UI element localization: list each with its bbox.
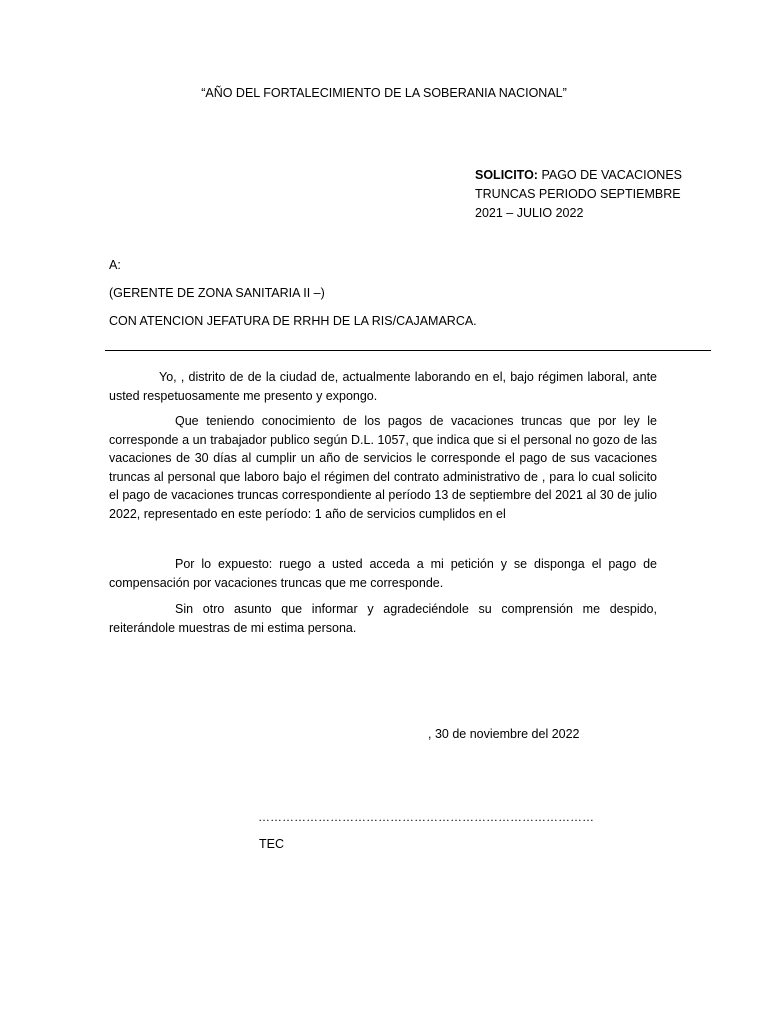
subject-block bbox=[475, 166, 705, 223]
body-paragraph-1-text: Yo, , distrito de de la ciudad de, actualmente laborando en el, bajo régimen laboral, ante usted respetuosamente me presento y expongo. bbox=[109, 370, 657, 403]
addressee-recipient: (GERENTE DE ZONA SANITARIA II –) bbox=[109, 286, 325, 300]
subject-line-1-text: PAGO DE VACACIONES bbox=[541, 168, 682, 182]
addressee-label: A: bbox=[109, 258, 121, 272]
subject-label: SOLICITO: bbox=[475, 168, 538, 182]
subject-line-2: TRUNCAS PERIODO SEPTIEMBRE bbox=[475, 187, 681, 201]
body-paragraph-4 bbox=[109, 600, 657, 637]
body-paragraph-2-text: Que teniendo conocimiento de los pagos de vacaciones truncas que por ley le corresponde a un trabajador publico según D.L. 1057, que indica que si el personal no gozo de las vacaciones de 30 días al cumplir un año de servicios le corresponde el pago de sus vacaciones truncas al personal que laboro bajo el régimen del contrato administrativo de , para lo cual solicito el pago de vacaciones truncas correspondiente al período 13 de septiembre del 2021 al 30 de julio 2022, representado en este período: 1 año de servicios cumplidos en el bbox=[109, 414, 657, 521]
body-paragraph-4-text: Sin otro asunto que informar y agradeciéndole su comprensión me despido, reiterándole muestras de mi estima persona. bbox=[109, 602, 657, 635]
subject-line-3: 2021 – JULIO 2022 bbox=[475, 206, 584, 220]
body-paragraph-3 bbox=[109, 555, 657, 592]
separator-line bbox=[105, 350, 711, 351]
addressee-attention: CON ATENCION JEFATURA DE RRHH DE LA RIS/CAJAMARCA. bbox=[109, 314, 477, 328]
body-paragraph-3-text: Por lo expuesto: ruego a usted acceda a mi petición y se disponga el pago de compensación por vacaciones truncas que me corresponde. bbox=[109, 557, 657, 590]
subject-line-1 bbox=[475, 166, 705, 185]
closing-date: , 30 de noviembre del 2022 bbox=[428, 727, 580, 741]
body-paragraph-1 bbox=[109, 368, 657, 405]
signature-line: ………………………………………………………………………… bbox=[258, 810, 594, 824]
document-motto: “AÑO DEL FORTALECIMIENTO DE LA SOBERANIA NACIONAL” bbox=[201, 86, 567, 100]
signer-name: TEC bbox=[259, 837, 284, 851]
body-paragraph-2 bbox=[109, 412, 657, 524]
